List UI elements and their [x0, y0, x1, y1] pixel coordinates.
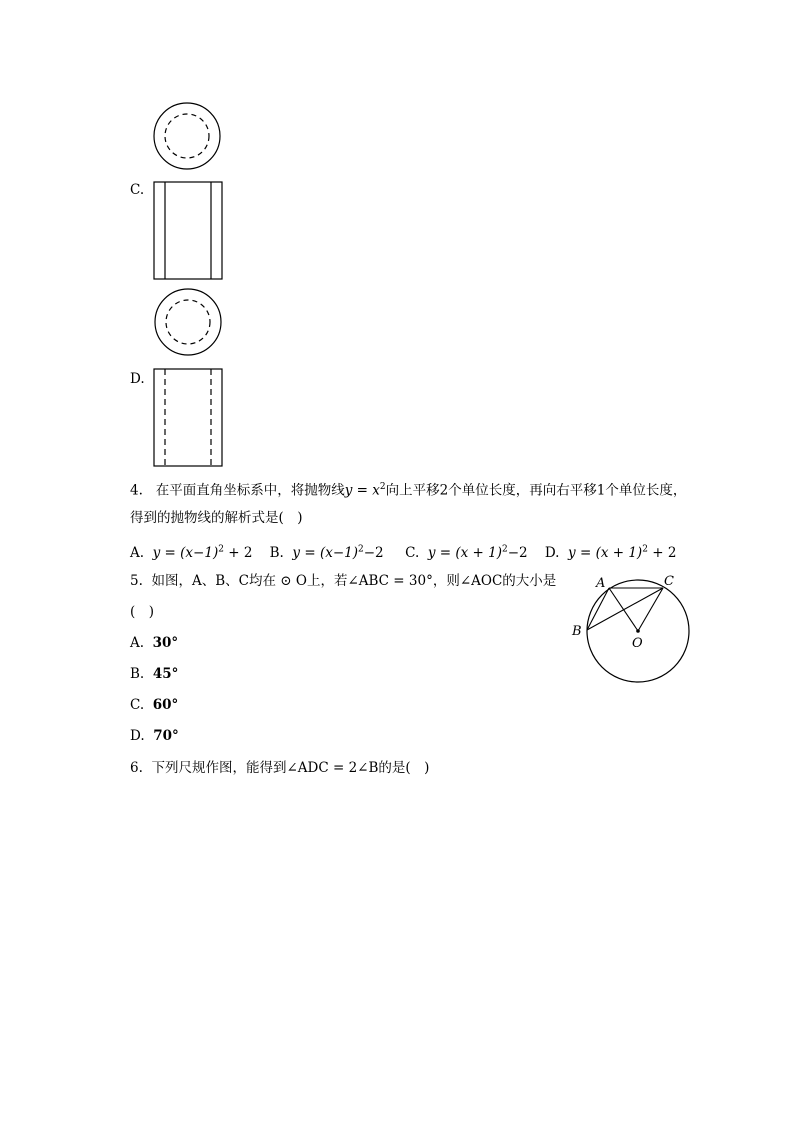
point-label-a: A: [596, 576, 606, 591]
option-b[interactable]: [130, 665, 178, 683]
question-text: 如图，A、B、C均在 ⊙ O上，若∠ABC = 30°，则∠AOC的大小是: [151, 573, 557, 589]
math-exponent: 2: [379, 482, 386, 492]
option-exponent: 2: [358, 544, 364, 554]
center-point: [636, 629, 640, 633]
question-5-line-2: ( ): [130, 604, 155, 620]
option-exponent: 2: [502, 544, 508, 554]
question-number: 5.: [130, 573, 143, 589]
option-c-label: C.: [130, 182, 145, 198]
option-label: D.: [544, 544, 560, 561]
option-value: 60°: [152, 697, 179, 713]
option-c[interactable]: [130, 696, 178, 714]
option-label: A.: [130, 544, 145, 561]
option-d[interactable]: [130, 727, 179, 745]
option-expr: y = (x + 1): [568, 544, 643, 561]
question-6: [130, 759, 429, 777]
question-4-options: [130, 540, 676, 562]
question-number: 6.: [130, 760, 143, 776]
option-tail: −2: [507, 544, 528, 561]
option-expr: y = (x + 1): [427, 544, 502, 561]
option-tail: + 2: [647, 544, 677, 561]
option-a[interactable]: [130, 634, 178, 652]
option-c[interactable]: [405, 545, 532, 561]
option-exponent: 2: [642, 544, 648, 554]
segment-ao: [609, 588, 638, 631]
point-label-b: B: [572, 624, 582, 639]
math-expression: y = x: [344, 482, 380, 499]
option-label: B.: [130, 666, 145, 682]
question-5-line-1: [130, 572, 556, 590]
option-value: 45°: [152, 666, 179, 682]
question-text: 向上平移2个单位长度，再向右平移1个单位长度，: [385, 482, 687, 499]
option-label: A.: [130, 635, 145, 651]
option-expr: y = (x−1): [152, 544, 219, 561]
option-d-label: D.: [130, 371, 145, 387]
question-number: 4.: [130, 482, 143, 499]
option-c-front-view-figure: [152, 181, 226, 281]
point-label-o: O: [632, 636, 643, 651]
option-tail: −2: [363, 544, 384, 561]
option-label: C.: [130, 697, 145, 713]
option-b[interactable]: [270, 545, 388, 561]
option-b-top-view-figure: [150, 100, 224, 174]
option-d[interactable]: [545, 545, 677, 561]
circle-geometry-figure: [565, 568, 700, 688]
question-text: 下列尺规作图，能得到∠ADC = 2∠B的是( ): [151, 760, 430, 776]
option-label: B.: [269, 544, 284, 561]
option-a[interactable]: [130, 545, 257, 561]
option-exponent: 2: [218, 544, 224, 554]
option-d-front-view-figure: [152, 368, 226, 468]
question-text: 在平面直角坐标系中，将抛物线: [155, 482, 345, 499]
option-expr: y = (x−1): [292, 544, 358, 561]
point-label-c: C: [664, 574, 674, 589]
option-tail: + 2: [223, 544, 253, 561]
option-label: D.: [130, 728, 145, 744]
question-4-line-1: [130, 478, 686, 500]
question-4-line-2: 得到的抛物线的解析式是( ): [130, 510, 303, 526]
option-d-top-view-figure: [152, 286, 226, 360]
option-label: C.: [405, 544, 420, 561]
option-value: 30°: [152, 635, 179, 651]
option-value: 70°: [153, 728, 179, 744]
